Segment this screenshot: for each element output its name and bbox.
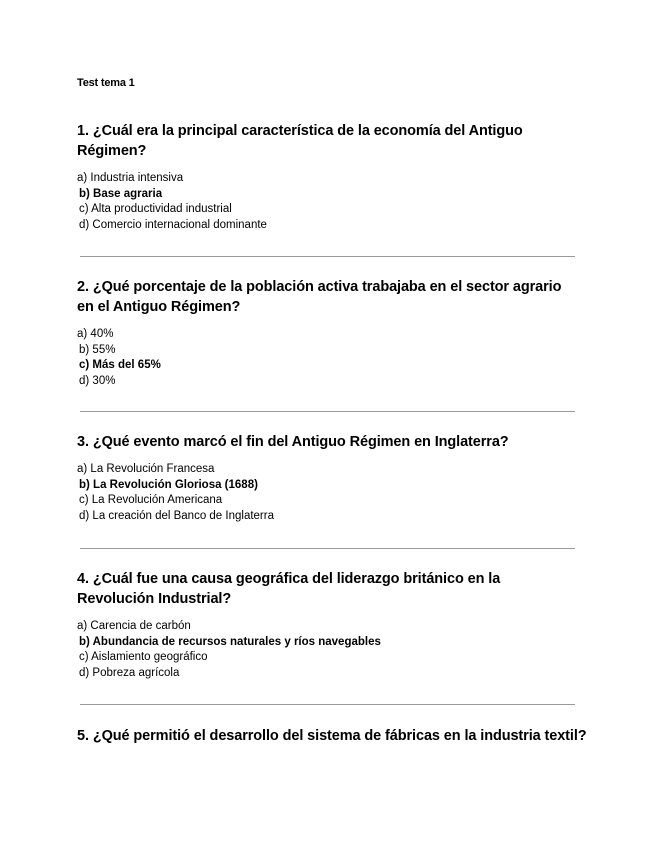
option-a: a) Carencia de carbón [77, 620, 191, 632]
question-5 [77, 726, 587, 756]
question-text: 3. ¿Qué evento marcó el fin del Antiguo Régimen en Inglaterra? [77, 434, 509, 450]
option-d: d) La creación del Banco de Inglaterra [79, 509, 274, 522]
options-list [77, 619, 577, 681]
option-b-correct: b) Base agraria [79, 187, 163, 200]
option-d: d) 30% [79, 374, 116, 387]
option-c: c) Aislamiento geográfico [79, 651, 208, 663]
question-1 [77, 121, 577, 233]
option-c: c) Alta productividad industrial [79, 203, 232, 215]
question-divider [80, 256, 575, 257]
question-text: 1. ¿Cuál era la principal característica de la economía del Antiguo Régimen? [77, 123, 523, 159]
question-text: 2. ¿Qué porcentaje de la población activa trabajaba en el sector agrario en el Antiguo Régimen? [77, 279, 562, 315]
question-text: 4. ¿Cuál fue una causa geográfica del liderazgo británico en la Revolución Industrial? [77, 571, 501, 607]
question-3 [77, 432, 577, 524]
option-a: a) Industria intensiva [77, 172, 184, 184]
options-list [77, 171, 577, 233]
question-divider [80, 704, 575, 705]
document-title: Test tema 1 [77, 77, 135, 89]
option-b-correct: b) Abundancia de recursos naturales y ríos navegables [79, 635, 381, 648]
options-list [77, 462, 577, 524]
option-c-correct: c) Más del 65% [79, 359, 161, 371]
options-list [77, 327, 577, 389]
question-divider [80, 548, 575, 549]
option-b: b) 55% [79, 343, 116, 356]
question-4 [77, 569, 577, 681]
question-text: 5. ¿Qué permitió el desarrollo del sistema de fábricas en la industria textil? [77, 728, 587, 744]
option-b-correct: b) La Revolución Gloriosa (1688) [79, 478, 258, 491]
option-c: c) La Revolución Americana [79, 494, 223, 506]
option-a: a) La Revolución Francesa [77, 463, 215, 475]
question-2 [77, 277, 577, 389]
question-divider [80, 411, 575, 412]
option-d: d) Comercio internacional dominante [79, 218, 267, 231]
option-d: d) Pobreza agrícola [79, 666, 180, 679]
option-a: a) 40% [77, 328, 114, 340]
